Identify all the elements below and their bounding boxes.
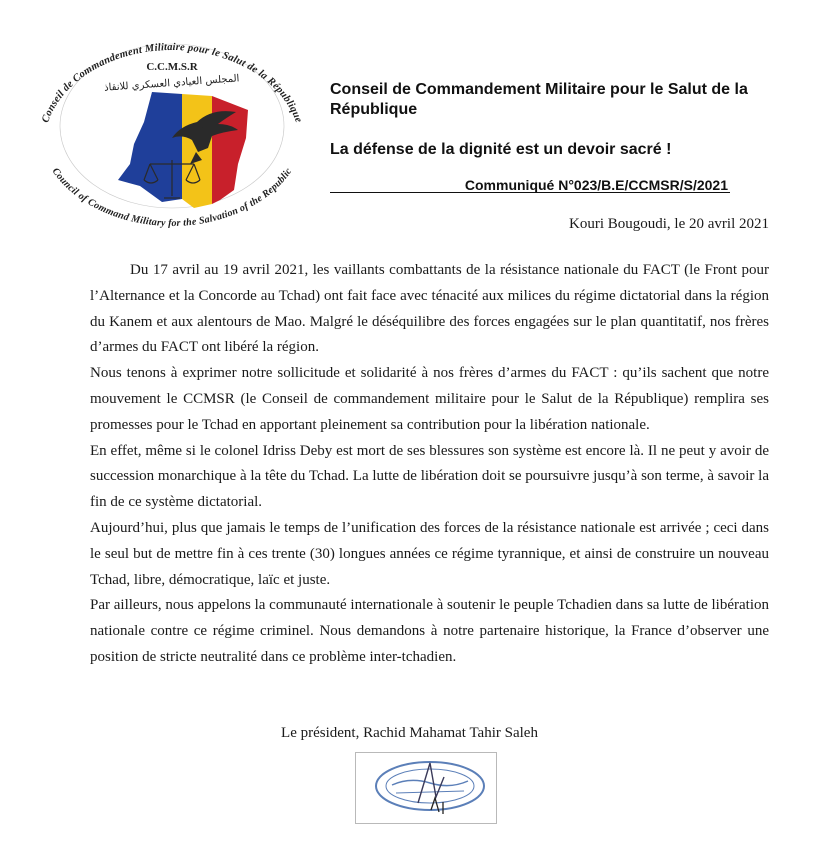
communique-body bbox=[90, 258, 769, 671]
paragraph-1: Du 17 avril au 19 avril 2021, les vaillants combattants de la résistance nationale du FACT (le Front pour l’Alternance et la Concorde au Tchad) ont fait face avec ténacité aux milices du régime dictatorial dans la région du Kanem et aux alentours de Mao. Malgré le déséquilibre des forces engagées sur le plan quantitatif, nos frères d’armes du FACT ont libéré la région. bbox=[90, 262, 769, 356]
paragraph-4: Aujourd’hui, plus que jamais le temps de l’unification des forces de la résistance nationale est arrivée ; ceci dans le seul but de mettre fin à ces trente (30) longues années ce régime tyrannique, et ainsi de construire un nouveau Tchad, libre, démocratique, laïc et juste. bbox=[90, 519, 769, 588]
emblem-arc-top-text: Conseil de Commandement Militaire pour le Salut de la République bbox=[40, 41, 304, 125]
paragraph-2: Nous tenons à exprimer notre sollicitude et solidarité à nos frères d’armes du FACT : qu’ils sachent que notre mouvement le CCMSR (le Conseil de commandement militaire pour le Salut de la République) remplira ses promesses pour le Tchad en apportant pleinement sa contribution pour la libération nationale. bbox=[90, 365, 769, 433]
emblem-arc-bottom-text: Council of Command Military for the Salvation of the Republic bbox=[49, 166, 295, 229]
emblem-acronym: C.C.M.S.R bbox=[146, 61, 198, 73]
ccmsr-emblem-logo bbox=[22, 14, 322, 234]
motto: La défense de la dignité est un devoir sacré ! bbox=[330, 141, 672, 158]
chad-map-icon bbox=[118, 92, 248, 208]
communique-number: Communiqué N°023/B.E/CCMSR/S/2021 bbox=[464, 177, 728, 193]
place-date: Kouri Bougoudi, le 20 avril 2021 bbox=[569, 216, 769, 232]
paragraph-5: Par ailleurs, nous appelons la communauté internationale à soutenir le peuple Tchadien dans sa lutte de libération nationale contre ce régime criminel. Nous demandons à notre partenaire historique, la France d’observer une position de stricte neutralité dans ce problème inter-tchadien. bbox=[90, 597, 769, 665]
organization-title: Conseil de Commandement Militaire pour le Salut de la République bbox=[330, 81, 748, 118]
handwritten-initials-icon bbox=[425, 788, 465, 818]
paragraph-3: En effet, même si le colonel Idriss Deby est mort de ses blessures son système est encore là. Il ne peut y avoir de succession monarchique à la tête du Tchad. La lutte de libération doit se poursuivre jusqu’à son terme, à savoir la fin de ce système dictatorial. bbox=[90, 442, 769, 511]
emblem-arabic-text: المجلس العيادي العسكري للانقاذ bbox=[103, 73, 240, 94]
signatory-line: Le président, Rachid Mahamat Tahir Saleh bbox=[281, 725, 538, 741]
